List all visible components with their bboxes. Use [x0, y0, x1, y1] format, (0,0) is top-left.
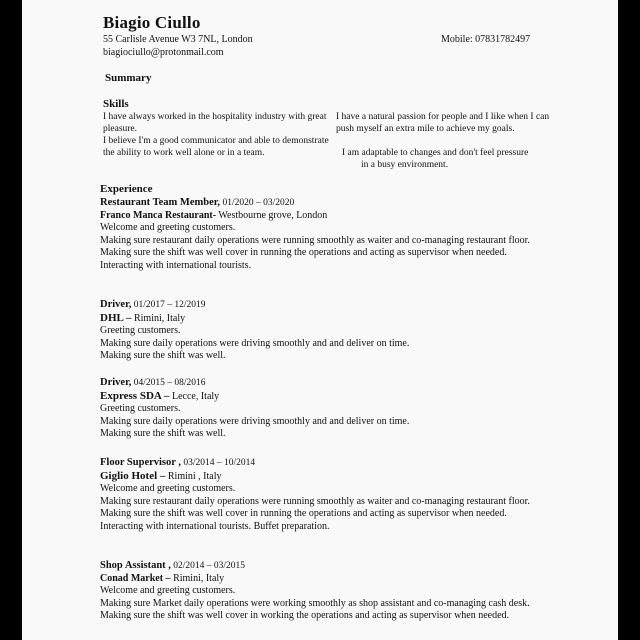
company-line — [100, 390, 600, 404]
skill-text: I have a natural passion for people and I like when I can push myself an extra mile to achieve my goals. — [336, 112, 550, 134]
company-name: Conad Market – — [100, 572, 171, 584]
job-header — [100, 560, 600, 573]
skill-text: in a busy environment. — [361, 160, 449, 170]
company-location: Rimini, Italy — [170, 572, 225, 584]
job-duty: Making sure the shift was well cover in working the operations and acting as supervisor when needed. — [100, 610, 510, 622]
skills-heading: Skills — [103, 98, 129, 110]
job-duty: Making sure the shift was well cover in running the operations and acting as supervisor when needed. — [100, 247, 507, 259]
job-dates: 01/2020 – 03/2020 — [220, 198, 295, 208]
job-dates: 02/2014 – 03/2015 — [170, 561, 246, 571]
company-location: Rimini , Italy — [165, 470, 222, 482]
job-title: Driver, — [100, 299, 132, 310]
email-address: biagiociullo@protonmail.com — [103, 47, 224, 58]
job-duty: Making sure daily operations were driving smoothly and and deliver on time. — [100, 337, 410, 349]
address: 55 Carlisle Avenue W3 7NL, London — [103, 34, 253, 45]
job-dates: 03/2014 – 10/2014 — [181, 458, 256, 468]
job-header — [100, 457, 600, 470]
company-line — [100, 573, 600, 586]
job-duty: Greeting customers. — [100, 403, 181, 415]
job-entry — [100, 377, 600, 441]
company-name: Franco Manca Restaurant- — [100, 209, 217, 221]
mobile-number: Mobile: 07831782497 — [441, 34, 531, 45]
company-name: DHL – — [100, 311, 132, 324]
job-header — [100, 197, 600, 210]
job-duty: Making sure restaurant daily operations were running smoothly as waiter and co-managing restaurant floor. — [100, 234, 530, 246]
company-line — [100, 470, 600, 484]
job-entry — [100, 197, 600, 273]
job-duty: Interacting with international tourists. — [100, 259, 252, 271]
resume-page — [22, 0, 618, 640]
skill-text: I believe I'm a good communicator and able to demonstrate the ability to work well alone or in a team. — [103, 136, 329, 158]
job-duty: Making sure Market daily operations were working smoothly as shop assistant and co-managing cash desk. — [100, 597, 530, 609]
company-line — [100, 312, 600, 326]
job-duty: Greeting customers. — [100, 325, 181, 337]
company-name: Giglio Hotel – — [100, 469, 166, 482]
job-duty: Making sure daily operations were driving smoothly and and deliver on time. — [100, 415, 410, 427]
job-title: Restaurant Team Member, — [100, 197, 221, 208]
job-duty: Welcome and greeting customers. — [100, 483, 236, 495]
job-duty: Interacting with international tourists. Buffet preparation. — [100, 520, 330, 532]
company-location: Rimini, Italy — [131, 312, 186, 324]
company-location: Lecce, Italy — [169, 390, 220, 402]
company-line — [100, 210, 600, 223]
skill-text: I have always worked in the hospitality industry with great pleasure. — [103, 112, 327, 134]
job-duty: Welcome and greeting customers. — [100, 585, 236, 597]
job-title: Driver, — [100, 377, 132, 388]
job-entry — [100, 299, 600, 363]
summary-heading: Summary — [105, 72, 152, 84]
job-dates: 01/2017 – 12/2019 — [131, 300, 206, 310]
candidate-name: Biagio Ciullo — [103, 13, 201, 32]
job-header — [100, 299, 600, 312]
experience-heading: Experience — [100, 183, 153, 195]
company-location: Westbourne grove, London — [216, 209, 328, 221]
job-duty: Making sure the shift was well cover in running the operations and acting as supervisor when needed. — [100, 508, 507, 520]
job-duty: Making sure the shift was well. — [100, 428, 226, 440]
skills-left-column — [103, 111, 338, 159]
job-entry — [100, 457, 600, 534]
company-name: Express SDA – — [100, 389, 170, 402]
job-dates: 04/2015 – 08/2016 — [131, 378, 206, 388]
skills-right-column — [336, 111, 566, 171]
job-duty: Welcome and greeting customers. — [100, 222, 236, 234]
job-title: Floor Supervisor , — [100, 457, 181, 468]
skill-text: I am adaptable to changes and don't feel pressure — [342, 148, 529, 158]
job-header — [100, 377, 600, 390]
job-duty: Making sure the shift was well. — [100, 350, 226, 362]
job-entry — [100, 560, 600, 623]
job-duty: Making sure restaurant daily operations were running smoothly as waiter and co-managing restaurant floor. — [100, 495, 530, 507]
job-title: Shop Assistant , — [100, 560, 171, 571]
